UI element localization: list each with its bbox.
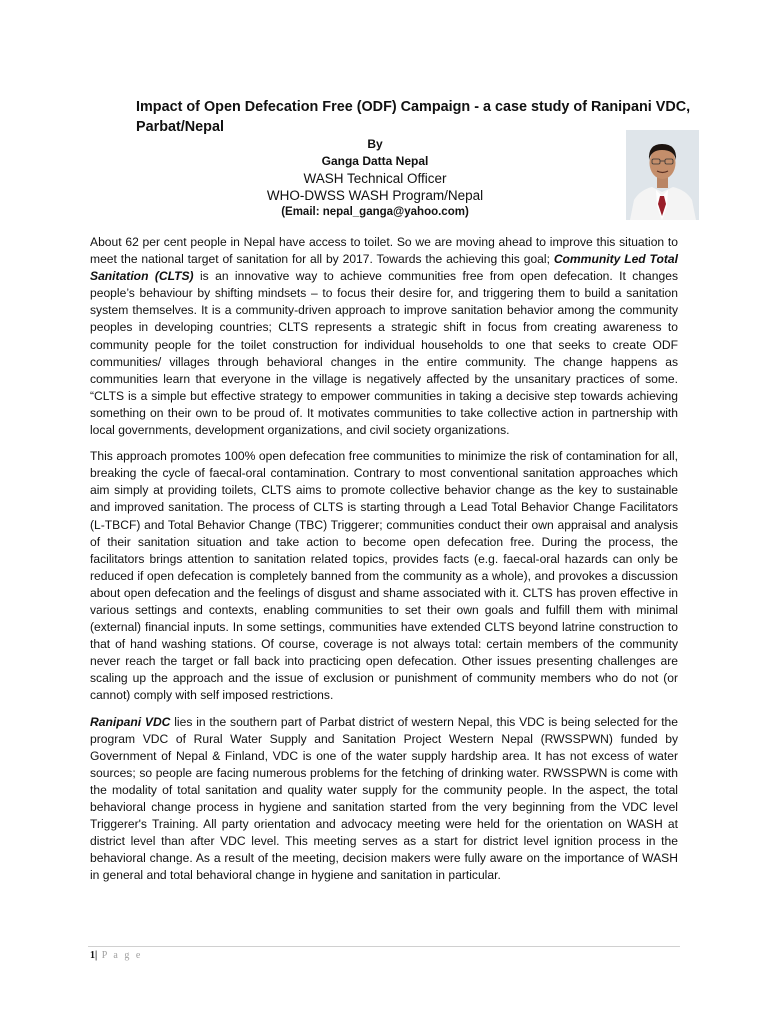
footer-separator: | bbox=[95, 950, 98, 961]
document-title: Impact of Open Defecation Free (ODF) Campaign - a case study of Ranipani VDC, Parbat/Nepal bbox=[136, 99, 691, 135]
emphasized-term: Ranipani VDC bbox=[90, 714, 171, 729]
paragraph-clts-intro bbox=[90, 234, 678, 439]
page-number: 1 bbox=[90, 950, 95, 961]
author-block bbox=[210, 136, 540, 221]
document-body bbox=[90, 234, 678, 893]
author-program: WHO-DWSS WASH Program/Nepal bbox=[266, 188, 484, 203]
author-email: (Email: nepal_ganga@yahoo.com) bbox=[281, 206, 469, 218]
page-footer bbox=[90, 950, 142, 961]
paragraph-text: lies in the southern part of Parbat district of western Nepal, this VDC is being selected for the program VDC of Rural Water Supply and Sanitation Project Western Nepal (RWSSPWN) funded by Government of Nepal & Finland, VDC is one of the water supply hardship area. It has not excess of water sources; so people are facing numerous problems for the fetching of drinking water. RWSSPWN is come with the modality of total sanitation and quality water supply for the community people. In the aspect, the total behavioral change process in hygiene and sanitation started from the very beginning from the VDC level Triggerer's Training. All party orientation and advocacy meeting were held for the orientation on WASH at district level than after VDC level. This meeting serves as a start for district level ignition process in the behavioral change. As a result of the meeting, decision makers were fully aware on the importance of WASH in general and total behavioral change in hygiene and sanitation in particular. bbox=[90, 714, 679, 883]
paragraph-text: is an innovative way to achieve communities free from open defecation. It changes people’s behaviour by shifting mindsets – to focus their desire for, and triggering them to build a sanitation system themselves. It is a community-driven approach to improve sanitation behavior among the community peoples in developing countries; CLTS represents a strategic shift in focus from creating awareness to community people for the toilet construction for individual households to one that seeks to create ODF communities/ villages through behavioral changes in the entire community. The change happens as communities learn that everyone in the village is negatively affected by the unsanitary practices of some. “CLTS is a simple but effective strategy to empower communities in taking a decisive step towards achieving something on their own to be proud of. It motivates communities to take collective action in partnership with local governments, development organizations, and civil society organizations. bbox=[90, 269, 678, 438]
page-label: P a g e bbox=[101, 950, 143, 961]
emphasized-term: Community Led Total Sanitation (CLTS) bbox=[90, 252, 678, 284]
paragraph-clts-approach: This approach promotes 100% open defecation free communities to minimize the risk of contamination for all, breaking the cycle of faecal-oral contamination. Contrary to most conventional sanitation approaches which aim simply at providing toilets, CLTS aims to promote collective behavior change as the key to sustainable and improved sanitation. The process of CLTS is starting through a Lead Total Behavior Change Facilitators (L-TBCF) and Total Behavior Change (TBC) Triggerer; communities conduct their own appraisal and analysis of their sanitation situation and take action to become open defecation free. During the process, the facilitators brings attention to sanitation related topics, provides facts (e.g. faecal-oral hazards can only be reduced if open defecation is completely banned from the community as a whole), and provokes a discussion about open defecation and the feelings of disgust and shame associated with it. CLTS has proven effective in various settings and contexts, enabling communities to set their own goals and fulfill them with minimal (external) financial inputs. In some settings, communities have extended CLTS beyond latrine construction to that of hand washing stations. Of course, coverage is not always total: certain members of the community never reach the target or fall back into practicing open defecation. Other issues presenting challenges are scaling up the approach and the issue of exclusion or punishment of community members who do not (or cannot) comply with self imposed restrictions. bbox=[90, 449, 678, 703]
footer-divider bbox=[88, 946, 680, 947]
author-position: WASH Technical Officer bbox=[303, 171, 447, 186]
author-photo bbox=[626, 130, 699, 220]
author-name: Ganga Datta Nepal bbox=[321, 154, 429, 168]
paragraph-text: About 62 per cent people in Nepal have access to toilet. So we are moving ahead to improve this situation to meet the national target of sanitation for all by 2017. Towards the achieving this goal; bbox=[90, 235, 678, 267]
paragraph-ranipani-vdc bbox=[90, 714, 678, 885]
by-label: By bbox=[367, 137, 383, 151]
